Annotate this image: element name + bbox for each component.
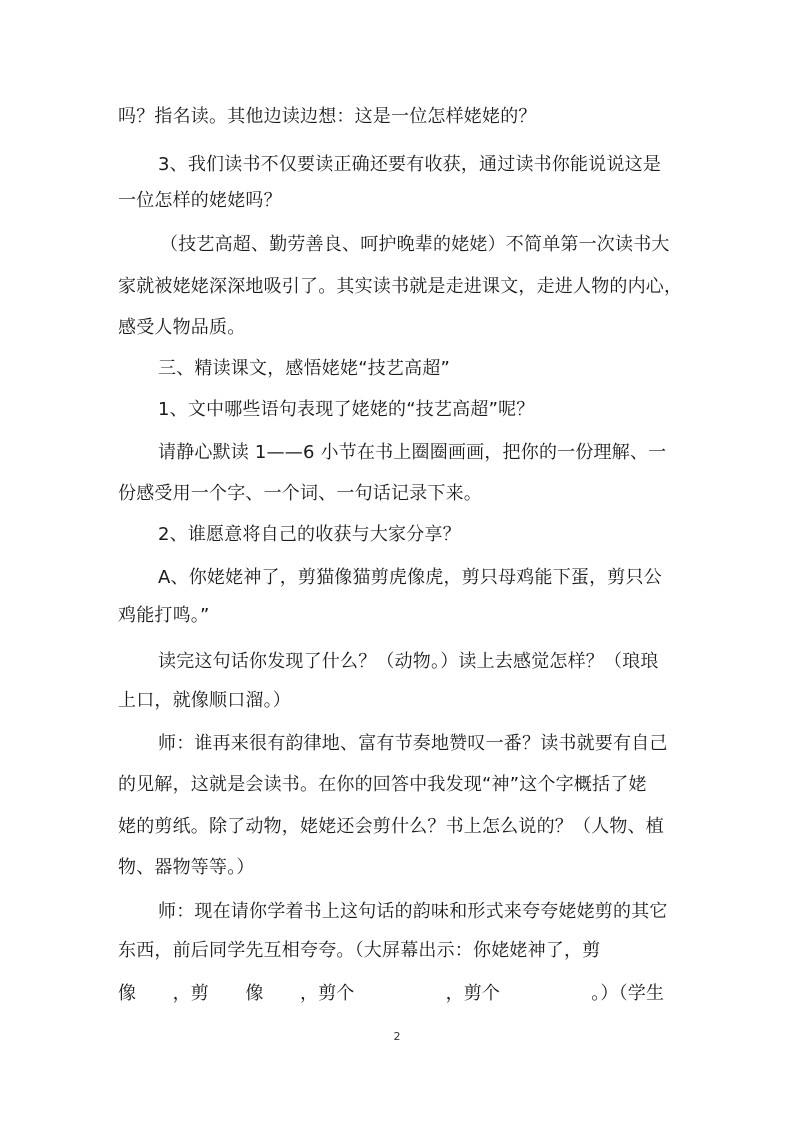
text-line: 2、谁愿意将自己的收获与大家分享？ [158, 524, 461, 545]
text-line: 姥的剪纸。除了动物，姥姥还会剪什么？书上怎么说的？（人物、植 [118, 816, 664, 837]
text-line: 鸡能打鸣。” [118, 605, 210, 626]
text-line: 请静心默读 1——6 小节在书上圈圈画画，把你的一份理解、一 [158, 442, 667, 463]
text-line: 师：谁再来很有韵律地、富有节奏地赞叹一番？读书就要有自己 [158, 733, 668, 754]
text-line: 像 ，剪 像 ，剪个 ，剪个 。）（学生 [118, 983, 665, 1004]
text-line: 的见解，这就是会读书。在你的回答中我发现“神”这个字概括了姥 [118, 774, 647, 795]
text-line: 上口，就像顺口溜。） [118, 690, 291, 711]
text-line: 份感受用一个字、一个词、一句话记录下来。 [118, 483, 482, 504]
text-line: 家就被姥姥深深地吸引了。其实读书就是走进课文，走进人物的内心， [118, 276, 683, 297]
text-line: 3、我们读书不仅要读正确还要有收获，通过读书你能说说这是 [158, 154, 662, 175]
text-line: 吗？指名读。其他边读边想：这是一位怎样姥姥的？ [118, 106, 537, 127]
text-line: 东西，前后同学先互相夸夸。（大屏幕出示：你姥姥神了，剪 [118, 940, 601, 961]
text-line: 物、器物等等。） [118, 857, 255, 878]
text-line: （技艺高超、勤劳善良、呵护晚辈的姥姥）不简单第一次读书大 [160, 234, 670, 255]
section-heading: 三、精读课文，感悟姥姥“技艺高超” [158, 358, 451, 379]
text-line: 一位怎样的姥姥吗？ [118, 190, 282, 211]
text-line: 读完这句话你发现了什么？（动物。）读上去感觉怎样？（琅琅 [158, 651, 659, 672]
text-line: 1、文中哪些语句表现了姥姥的“技艺高超”呢？ [158, 399, 535, 420]
text-line: A、你姥姥神了，剪猫像猫剪虎像虎，剪只母鸡能下蛋，剪只公 [158, 567, 662, 588]
page-number: 2 [393, 1030, 401, 1043]
text-line: 师：现在请你学着书上这句话的韵味和形式来夸夸姥姥剪的其它 [158, 901, 668, 922]
text-line: 感受人物品质。 [118, 317, 246, 338]
